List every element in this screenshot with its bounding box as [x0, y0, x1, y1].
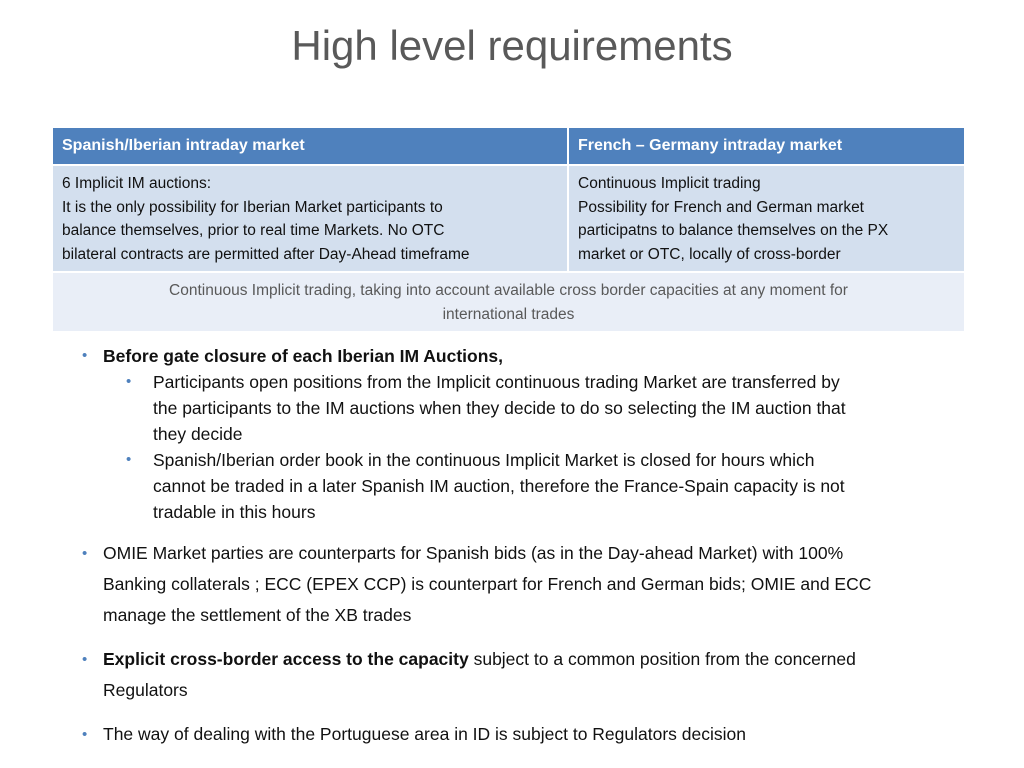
cell-line: bilateral contracts are permitted after Day-Ahead timeframe — [62, 245, 470, 263]
bullet-line: Banking collaterals ; ECC (EPEX CCP) is counterpart for French and German bids; OMIE and ECC — [103, 574, 872, 594]
bullet-marker: • — [82, 726, 88, 743]
cell-shared-description — [53, 272, 964, 331]
page-title: High level requirements — [291, 22, 733, 69]
bullet-portuguese-area — [82, 719, 962, 750]
header-spanish-market: Spanish/Iberian intraday market — [53, 128, 568, 165]
bullet-list — [82, 343, 962, 750]
bullet-explicit-access — [82, 644, 962, 706]
bullet-text: subject to a common position from the concerned — [468, 649, 856, 669]
cell-line: international trades — [442, 306, 575, 323]
bullet-text: Before gate closure of each Iberian IM Auctions, — [103, 346, 503, 366]
table-row-shared — [53, 272, 964, 331]
bullet-marker: • — [126, 451, 132, 468]
requirements-table — [53, 128, 964, 331]
bullet-marker: • — [82, 347, 88, 364]
cell-line: Continuous Implicit trading, taking into account available cross border capacities at any moment for — [169, 282, 848, 299]
bullet-line: tradable in this hours — [153, 502, 316, 522]
cell-line: Continuous Implicit trading — [578, 175, 761, 192]
bullet-line: manage the settlement of the XB trades — [103, 605, 412, 625]
cell-line: Possibility for French and German market — [578, 198, 864, 216]
bullet-line: Participants open positions from the Implicit continuous trading Market are transferred by — [153, 372, 840, 392]
bullet-marker: • — [126, 373, 132, 390]
bullet-line: cannot be traded in a later Spanish IM auction, therefore the France-Spain capacity is not — [153, 476, 845, 496]
bullet-line: Regulators — [103, 680, 188, 700]
bullet-gate-closure — [82, 343, 962, 369]
sub-bullet-order-book — [82, 447, 962, 525]
bullet-marker: • — [82, 545, 88, 562]
bullet-bold-text: Explicit cross-border access to the capacity — [103, 649, 469, 669]
cell-line: balance themselves, prior to real time Markets. No OTC — [62, 222, 445, 239]
table-header-row — [53, 128, 964, 165]
header-french-germany-market: French – Germany intraday market — [568, 128, 964, 165]
cell-line: participatns to balance themselves on the PX — [578, 222, 889, 239]
bullet-text: The way of dealing with the Portuguese area in ID is subject to Regulators decision — [103, 724, 746, 744]
table-row — [53, 165, 964, 272]
cell-spanish-description — [53, 165, 568, 272]
sub-bullet-open-positions — [82, 369, 962, 447]
cell-french-germany-description — [568, 165, 964, 272]
cell-line: 6 Implicit IM auctions: — [62, 175, 212, 192]
cell-line: It is the only possibility for Iberian Market participants to — [62, 198, 443, 216]
bullet-marker: • — [82, 651, 88, 668]
bullet-line: they decide — [153, 424, 243, 444]
bullet-line: OMIE Market parties are counterparts for Spanish bids (as in the Day-ahead Market) with 100% — [103, 543, 844, 563]
cell-line: market or OTC, locally of cross-border — [578, 245, 841, 263]
bullet-line: Spanish/Iberian order book in the continuous Implicit Market is closed for hours which — [153, 450, 815, 470]
bullet-omie-counterparts — [82, 538, 962, 631]
bullet-line: the participants to the IM auctions when they decide to do so selecting the IM auction that — [153, 398, 846, 418]
